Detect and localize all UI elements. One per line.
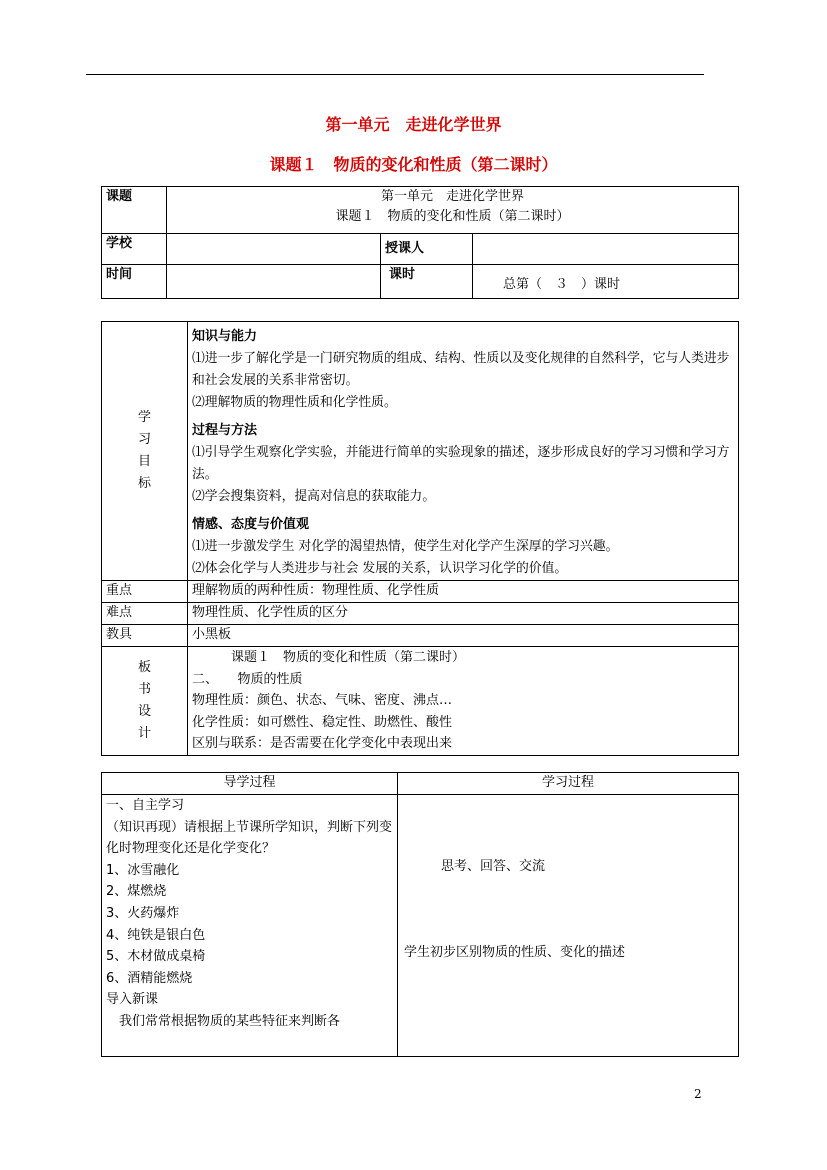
process-table — [101, 772, 739, 1057]
knowledge-line-1: ⑴进一步了解化学是一门研究物质的组成、结构、性质以及变化规律的自然科学，它与人类进步和社会发展的关系非常密切。 — [192, 351, 730, 388]
board-content — [188, 647, 739, 756]
period-value: 总第（ ３ ）课时 — [473, 265, 739, 299]
guide-line-9: 导入新课 — [106, 992, 159, 1008]
goal-char-1: 学 — [137, 409, 151, 425]
guide-line-1: 一、自主学习 — [106, 798, 185, 813]
time-value — [167, 265, 381, 299]
tools-label: 教具 — [102, 625, 188, 647]
header-rule — [86, 74, 704, 75]
board-line-2: 二、 物质的性质 — [192, 671, 303, 687]
guide-line-2: （知识再现）请根据上节课所学知识，判断下列变化时物理变化还是化学变化？ — [106, 819, 393, 857]
attitude-line-1: ⑴进一步激发学生 对化学的渴望热情，使学生对化学产生深厚的学习兴趣。 — [192, 539, 619, 554]
topic-line-1: 第一单元 走进化学世界 — [381, 189, 525, 204]
knowledge-line-2: ⑵理解物质的物理性质和化学性质。 — [192, 395, 397, 410]
board-line-3: 物理性质：颜色、状态、气味、密度、沸点… — [192, 693, 453, 708]
guide-line-3: 1、冰雪融化 — [106, 862, 180, 878]
board-char-1: 板 — [137, 659, 151, 675]
board-char-2: 书 — [137, 681, 151, 697]
teacher-value — [473, 234, 739, 265]
key-label: 重点 — [102, 581, 188, 603]
topic-line-2: 课题１ 物质的变化和性质（第二课时） — [335, 208, 570, 224]
board-line-1: 课题１ 物质的变化和性质（第二课时） — [192, 650, 466, 665]
board-char-3: 设 — [137, 703, 151, 719]
process-line-1: ⑴引导学生观察化学实验，并能进行简单的实验现象的描述，逐步形成良好的学习习惯和学习方法。 — [192, 445, 730, 482]
section-knowledge-title: 知识与能力 — [192, 329, 258, 344]
guide-content — [102, 795, 398, 1057]
study-content — [398, 795, 739, 1057]
section-attitude-title: 情感、态度与价值观 — [192, 517, 310, 532]
study-note-2: 学生初步区别物质的性质、变化的描述 — [404, 945, 626, 960]
teacher-label: 授课人 — [381, 234, 473, 265]
page-number: 2 — [694, 1087, 702, 1101]
guide-line-7: 5、木材做成桌椅 — [106, 949, 206, 965]
goal-content — [188, 322, 739, 581]
time-label: 时间 — [102, 265, 167, 299]
guide-line-8: 6、酒精能燃烧 — [106, 970, 193, 986]
section-process-title: 过程与方法 — [192, 423, 258, 438]
unit-title: 第一单元 走进化学世界 — [325, 115, 502, 134]
key-value: 理解物质的两种性质：物理性质、化学性质 — [188, 581, 739, 603]
goal-char-3: 目 — [137, 454, 151, 469]
study-note-1: 思考、回答、交流 — [441, 859, 546, 874]
goal-char-2: 习 — [137, 431, 151, 447]
period-label: 课时 — [381, 265, 473, 299]
board-label — [102, 647, 188, 756]
guide-line-6: 4、纯铁是银白色 — [106, 927, 206, 943]
goal-char-4: 标 — [137, 476, 151, 492]
guide-line-5: 3、火药爆炸 — [106, 905, 180, 921]
tools-value: 小黑板 — [188, 625, 739, 647]
topic-label: 课题 — [102, 187, 167, 234]
guide-line-4: 2、煤燃烧 — [106, 884, 167, 900]
board-line-5: 区别与联系：是否需要在化学变化中表现出来 — [192, 736, 453, 751]
board-line-4: 化学性质：如可燃性、稳定性、助燃性、酸性 — [192, 714, 453, 730]
objectives-table — [101, 321, 739, 756]
col1-header: 导学过程 — [102, 773, 398, 795]
attitude-line-2: ⑵体会化学与人类进步与社会 发展的关系，认识学习化学的价值。 — [192, 561, 568, 576]
lesson-info-table — [101, 186, 739, 299]
difficulty-value: 物理性质、化学性质的区分 — [188, 603, 739, 625]
guide-line-10: 我们常常根据物质的某些特征来判断各 — [106, 1013, 341, 1029]
topic-value — [167, 187, 739, 234]
goal-label — [102, 322, 188, 581]
lesson-title: 课题１ 物质的变化和性质（第二课时） — [269, 155, 558, 174]
process-line-2: ⑵学会搜集资料，提高对信息的获取能力。 — [192, 489, 436, 504]
school-value — [167, 234, 381, 265]
col2-header: 学习过程 — [398, 773, 739, 795]
board-char-4: 计 — [137, 725, 151, 741]
difficulty-label: 难点 — [102, 603, 188, 625]
school-label: 学校 — [102, 234, 167, 265]
